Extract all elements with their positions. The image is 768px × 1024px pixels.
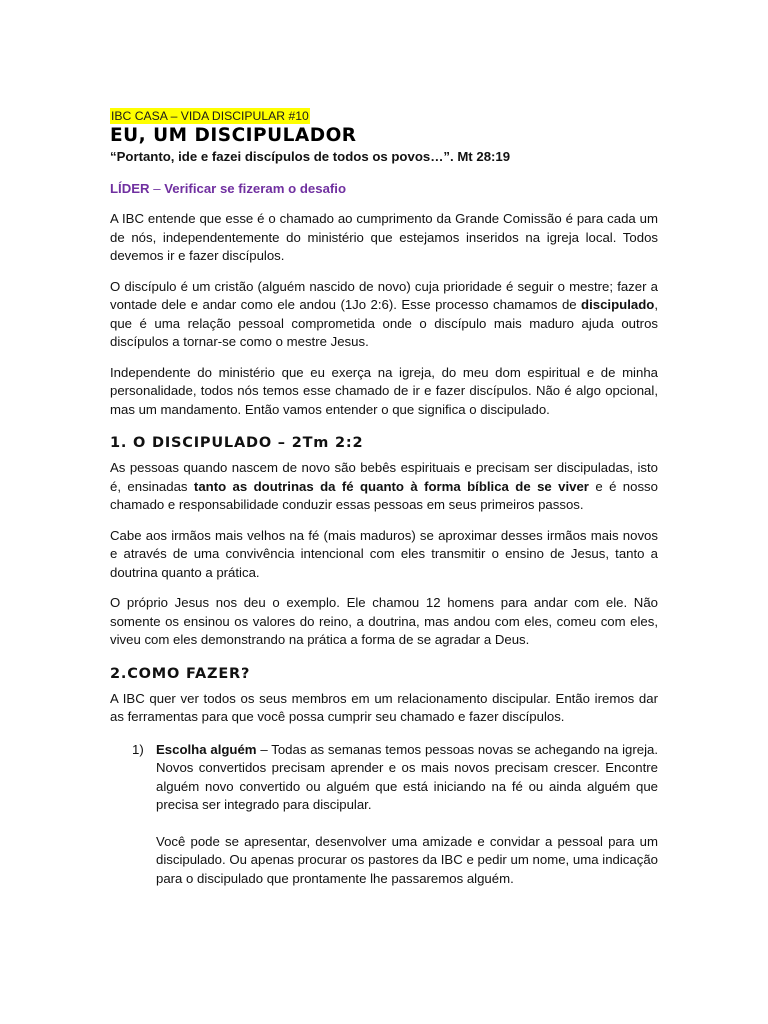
leader-note bbox=[110, 180, 658, 198]
series-tag: IBC CASA – VIDA DISCIPULAR #10 bbox=[111, 109, 309, 123]
intro-p2-text: O discípulo é um cristão (alguém nascido de novo) cuja prioridade é seguir o mestre; fazer a vontade dele e andar como ele andou (1Jo 2:6). Esse processo chamamos de bbox=[110, 278, 658, 312]
page-title: EU, UM DISCIPULADOR bbox=[110, 125, 357, 146]
intro-p2-text-end: , que é uma relação pessoal comprometida onde o discípulo mais maduro ajuda outros discípulos a tornar-se como o mestre Jesus. bbox=[110, 297, 658, 349]
s1-p1-text-end: e é nosso chamado e responsabilidade conduzir essas pessoas em seus primeiros passos. bbox=[110, 478, 658, 512]
section-1-paragraph-3: O próprio Jesus nos deu o exemplo. Ele chamou 12 homens para andar com ele. Não somente os ensinou os valores do reino, a doutrina, mas andou com eles, comeu com eles, viveu com eles demonstrando na prática a forma de se agradar a Deus. bbox=[110, 595, 658, 647]
key-verse: “Portanto, ide e fazei discípulos de todos os povos…”. Mt 28:19 bbox=[110, 149, 511, 164]
list-item-text: – Todas as semanas temos pessoas novas se achegando na igreja. Novos convertidos precisam aprender e os mais novos precisam crescer. Encontre alguém novo convertido ou alguém que está iniciando na fé ou ainda alguém que precisa ser integrado para discipular. bbox=[156, 741, 658, 812]
s1-p1-text: As pessoas quando nascem de novo são bebês espirituais e precisam ser discipuladas, isto é, ensinadas bbox=[110, 460, 658, 494]
list-item-label: Escolha alguém bbox=[156, 741, 257, 757]
s1-p1-bold: tanto as doutrinas da fé quanto à forma bíblica de se viver bbox=[193, 478, 589, 494]
section-1-paragraph-1 bbox=[110, 459, 658, 515]
section-2-heading: 2.COMO FAZER? bbox=[110, 665, 251, 682]
leader-dash: – bbox=[149, 181, 165, 196]
intro-p2-bold: discipulado bbox=[581, 297, 655, 312]
intro-paragraph-3: Independente do ministério que eu exerça na igreja, do meu dom espiritual e de minha personalidade, todos nós temos esse chamado de ir e fazer discípulos. Não é algo opcional, mas um mandamento. Então vamos entender o que significa o discipulado. bbox=[110, 364, 658, 417]
list-item bbox=[110, 741, 658, 889]
intro-paragraph-2 bbox=[110, 278, 658, 352]
section-1-paragraph-2: Cabe aos irmãos mais velhos na fé (mais maduros) se aproximar desses irmãos mais novos e através de uma convivência intencional com eles transmitir o ensino de Jesus, tanto a doutrina quanto a prática. bbox=[110, 527, 658, 580]
list-item-number: 1) bbox=[132, 741, 144, 757]
intro-paragraph-1: A IBC entende que esse é o chamado ao cumprimento da Grande Comissão é para cada um de nós, independentemente do ministério que estejamos inseridos na igreja local. Todos devemos ir e fazer discípulos. bbox=[110, 211, 658, 263]
leader-text: Verificar se fizeram o desafio bbox=[164, 181, 347, 196]
section-1-heading: 1. O DISCIPULADO – 2Tm 2:2 bbox=[110, 435, 364, 451]
document-content bbox=[110, 108, 658, 888]
leader-label: LÍDER bbox=[110, 181, 150, 196]
list-item-paragraph-2: Você pode se apresentar, desenvolver uma amizade e convidar a pessoal para um discipulado. Ou apenas procurar os pastores da IBC e pedir um nome, uma indicação para o discipulado que prontamente lhe passaremos alguém. bbox=[156, 833, 658, 886]
section-2-paragraph-1: A IBC quer ver todos os seus membros em um relacionamento discipular. Então iremos dar as ferramentas para que você possa cumprir seu chamado e fazer discípulos. bbox=[110, 690, 658, 724]
list-item-paragraph-1 bbox=[156, 741, 658, 815]
